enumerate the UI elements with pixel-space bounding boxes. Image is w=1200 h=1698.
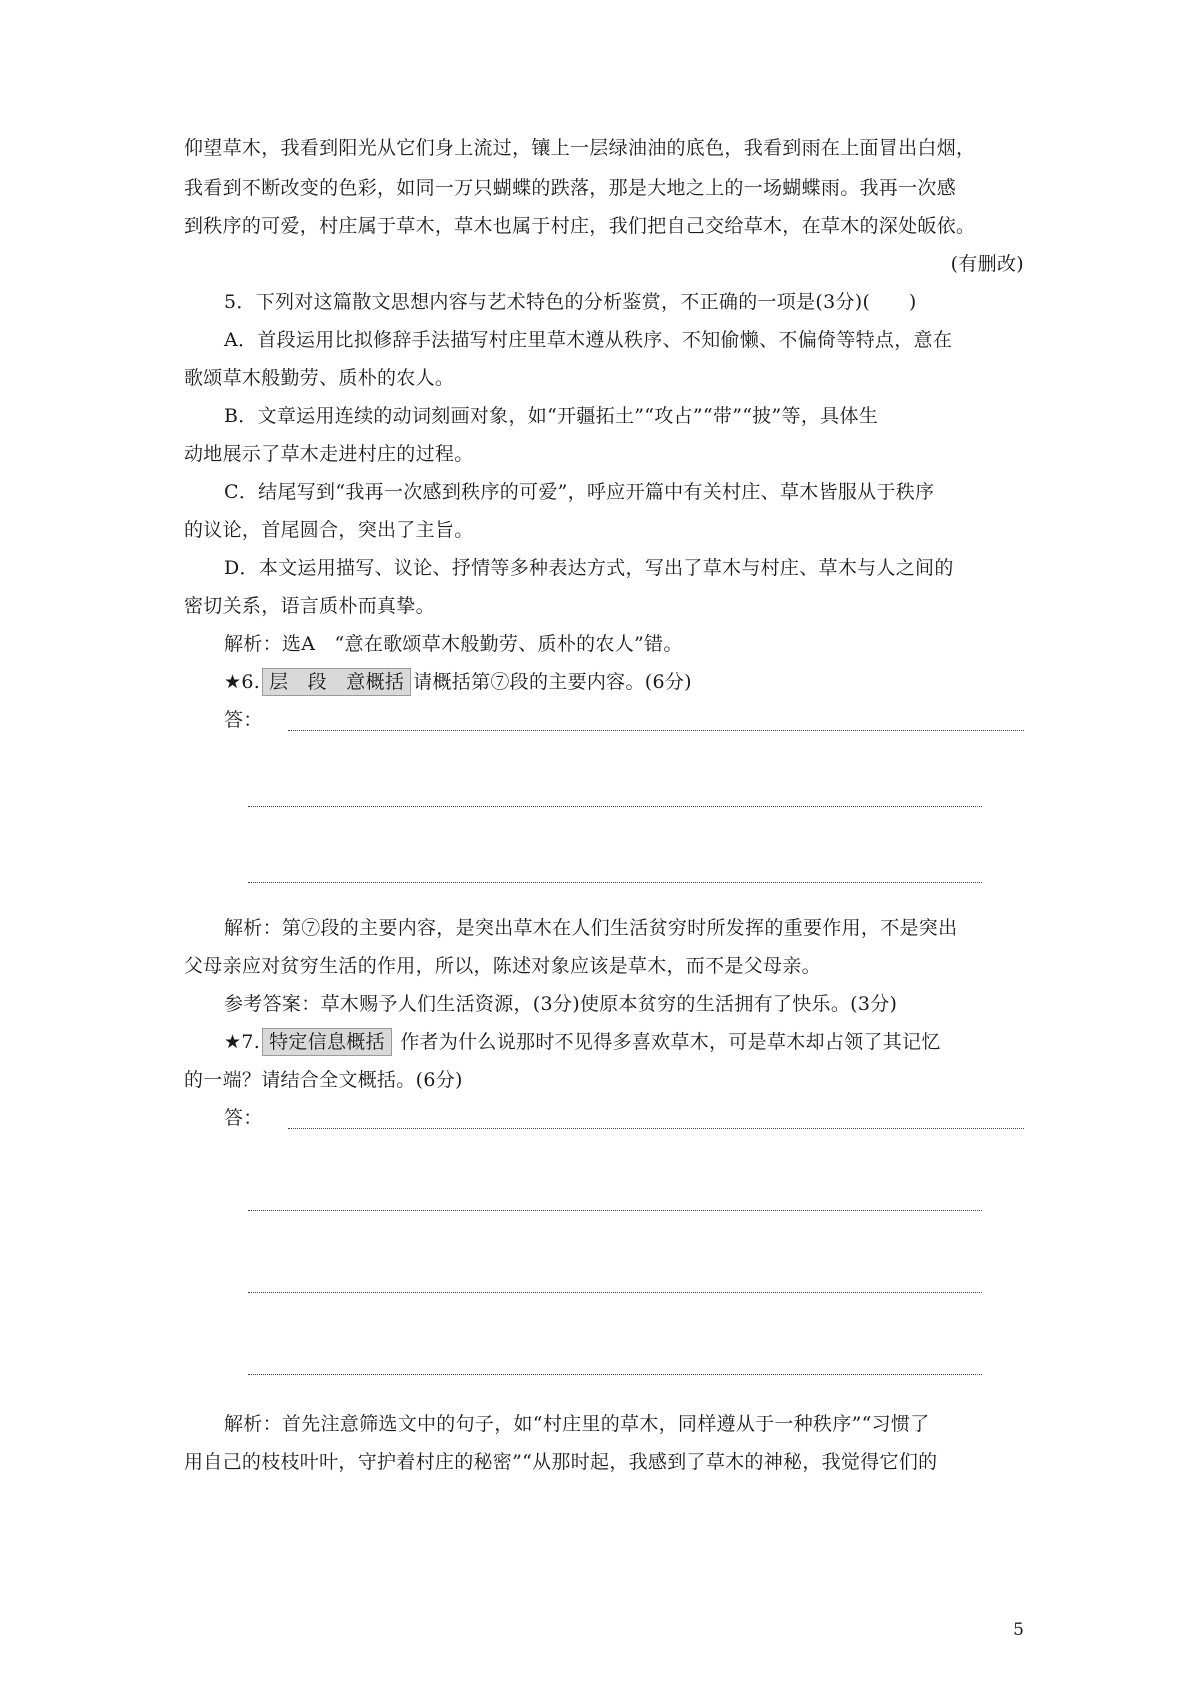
q7-answer-label: 答： (224, 1107, 263, 1129)
q5-analysis: 解析：选A “意在歌颂草木般勤劳、质朴的农人”错。 (224, 633, 683, 655)
q7-stem-line (224, 1028, 1024, 1056)
q7-skill-tag: 特定信息概括 (262, 1028, 392, 1056)
q6-analysis-line2: 父母亲应对贫穷生活的作用，所以，陈述对象应该是草木，而不是父母亲。 (184, 955, 821, 977)
q6-skill-tag: 层 段 意概括 (262, 668, 411, 696)
q5-option-b-line2: 动地展示了草木走进村庄的过程。 (184, 443, 474, 465)
q5-option-c-line2: 的议论，首尾圆合，突出了主旨。 (184, 519, 474, 541)
q6-answer-line-2[interactable] (248, 806, 982, 807)
source-note: (有删改) (950, 253, 1024, 275)
passage-line-2: 我看到不断改变的色彩，如同一万只蝴蝶的跌落，那是大地之上的一场蝴蝶雨。我再一次感 (184, 177, 957, 199)
q5-option-d-line1: D．本文运用描写、议论、抒情等多种表达方式，写出了草木与村庄、草木与人之间的 (224, 557, 954, 579)
q7-answer-line-2[interactable] (248, 1210, 982, 1211)
page-number: 5 (1013, 1620, 1024, 1640)
q7-stem: 作者为什么说那时不见得多喜欢草木，可是草木却占领了其记忆 (400, 1031, 941, 1053)
q7-stem-line2: 的一端？请结合全文概括。(6分) (184, 1069, 463, 1091)
q7-analysis-line1: 解析：首先注意筛选文中的句子，如“村庄里的草木，同样遵从于一种秩序”“习惯了 (224, 1413, 930, 1435)
q6-answer-line-3[interactable] (248, 882, 982, 883)
q5-option-a-line2: 歌颂草木般勤劳、质朴的农人。 (184, 367, 455, 389)
passage-line-3: 到秩序的可爱，村庄属于草木，草木也属于村庄，我们把自己交给草木，在草木的深处皈依。 (184, 215, 976, 237)
q6-stem: 请概括第⑦段的主要内容。(6分) (413, 671, 692, 693)
q5-stem: 5．下列对这篇散文思想内容与艺术特色的分析鉴赏，不正确的一项是(3分)( ) (224, 291, 917, 313)
q7-analysis-line2: 用自己的枝枝叶叶，守护着村庄的秘密”“从那时起，我感到了草木的神秘，我觉得它们的 (184, 1451, 938, 1473)
q6-answer-line-1[interactable] (288, 730, 1024, 731)
q5-option-a-line1: A．首段运用比拟修辞手法描写村庄里草木遵从秩序、不知偷懒、不偏倚等特点，意在 (224, 329, 953, 351)
q7-prefix: ★7. (224, 1031, 261, 1053)
q5-option-d-line2: 密切关系，语言质朴而真挚。 (184, 595, 435, 617)
passage-line-1: 仰望草木，我看到阳光从它们身上流过，镶上一层绿油油的底色，我看到雨在上面冒出白烟， (184, 137, 976, 159)
q6-reference-answer: 参考答案：草木赐予人们生活资源，(3分)使原本贫穷的生活拥有了快乐。(3分) (224, 993, 898, 1015)
q6-analysis-line1: 解析：第⑦段的主要内容，是突出草木在人们生活贫穷时所发挥的重要作用，不是突出 (224, 917, 958, 939)
q7-answer-line-3[interactable] (248, 1292, 982, 1293)
q7-answer-line-4[interactable] (248, 1374, 982, 1375)
q5-option-b-line1: B．文章运用连续的动词刻画对象，如“开疆拓土”“攻占”“带”“披”等，具体生 (224, 405, 879, 427)
q7-answer-line-1[interactable] (288, 1128, 1024, 1129)
q6-prefix: ★6. (224, 671, 261, 693)
q5-option-c-line1: C．结尾写到“我再一次感到秩序的可爱”，呼应开篇中有关村庄、草木皆服从于秩序 (224, 481, 935, 503)
q6-stem-line (224, 668, 1024, 696)
q6-answer-label: 答： (224, 709, 263, 731)
